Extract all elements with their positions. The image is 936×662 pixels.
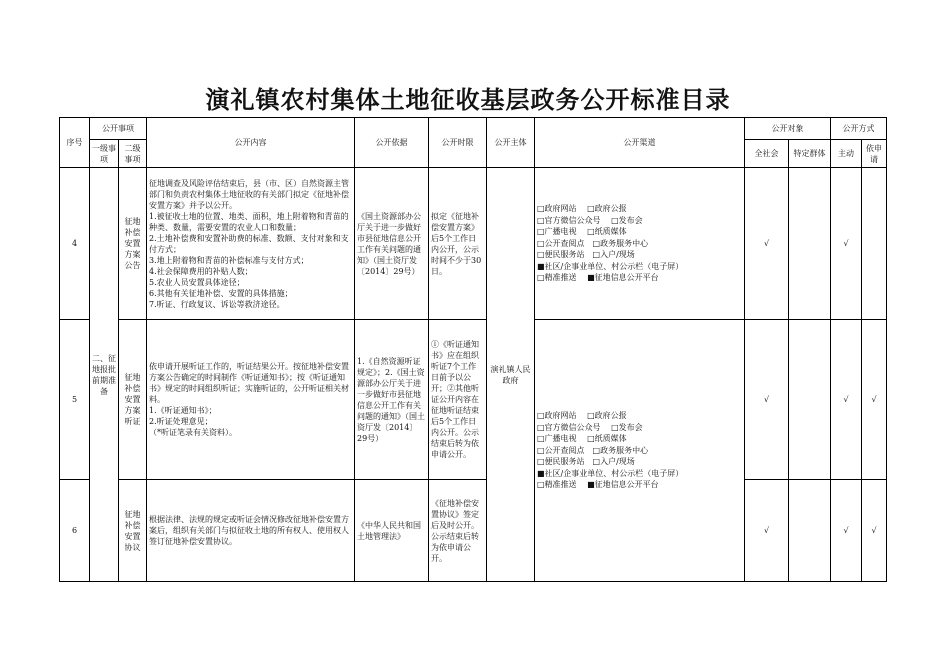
level1-item: 二、征地报批前期准备 bbox=[90, 168, 119, 582]
check-group bbox=[789, 480, 831, 582]
level2-item: 征地补偿安置方案公告 bbox=[119, 168, 147, 320]
check-society: √ bbox=[745, 320, 789, 480]
row-time: 《征地补偿安置协议》签定后及时公开。公示结束后转为依申请公开。 bbox=[429, 480, 487, 582]
check-active: √ bbox=[831, 480, 862, 582]
table-row bbox=[60, 320, 887, 480]
row-content: 征地调查及风险评估结束后，县（市、区）自然资源主管部门和负责农村集体土地征收的有关部门拟定《征地补偿安置方案》并予以公开。 1.被征收土地的位置、地类、面积，地上附着物和青苗的种类、数量，需要安置的农业人口和数量； 2.土地补偿费和安置补助费的标准、数额、支付对象和支付方式； 3.地上附着物和青苗的补偿标准与支付方式； 4.社会保障费用的补贴人数； 5.农业人员安置具体途径； 6.其他有关征地补偿、安置的具体措施； 7.听证、行政复议、诉讼等救济途径。 bbox=[147, 168, 355, 320]
check-society: √ bbox=[745, 168, 789, 320]
check-active: √ bbox=[831, 168, 862, 320]
channel-list: □政府网站 □政府公报 □官方微信公众号 □发布会 □广播电视 □纸质媒体 □公开查阅点 □政务服务中心 □便民服务站 □入户/现场 ■社区/企事业单位、村公示栏（电子屏） □精准推送 ■征地信息公开平台 bbox=[535, 168, 745, 320]
row-basis: 1.《自然资源听证规定》；2.《国土资源部办公厅关于进一步做好市县征地信息公开工作有关问题的通知》（国土资厅发〔2014〕29号） bbox=[355, 320, 429, 480]
row-time: ①《听证通知书》应在组织听证7个工作日前予以公开；②其他听证公开内容在征地听证结束后5个工作日内公开。公示结束后转为依申请公开。 bbox=[429, 320, 487, 480]
table-row bbox=[60, 480, 887, 582]
level2-item: 征地补偿安置方案听证 bbox=[119, 320, 147, 480]
row-basis: 《中华人民共和国土地管理法》 bbox=[355, 480, 429, 582]
header-content: 公开内容 bbox=[147, 118, 355, 168]
header-level2: 二级事项 bbox=[119, 140, 147, 168]
header-basis: 公开依据 bbox=[355, 118, 429, 168]
header-active: 主动 bbox=[831, 140, 862, 168]
header-request: 依申请 bbox=[862, 140, 887, 168]
header-method: 公开方式 bbox=[831, 118, 887, 140]
check-group bbox=[789, 320, 831, 480]
table-row bbox=[60, 168, 887, 320]
check-active: √ bbox=[831, 320, 862, 480]
header-time: 公开时限 bbox=[429, 118, 487, 168]
row-content: 依申请开展听证工作的，听证结果公开。按征地补偿安置方案公告确定的时间制作《听证通知书》；按《听证通知书》规定的时间组织听证；实施听证的，公开听证相关材料。 1.《听证通知书》； 2.听证处理意见； （*听证笔录有关资料）。 bbox=[147, 320, 355, 480]
row-time: 拟定《征地补偿安置方案》后5个工作日内公开，公示时间不少于30日。 bbox=[429, 168, 487, 320]
header-channel: 公开渠道 bbox=[535, 118, 745, 168]
row-seq: 4 bbox=[60, 168, 90, 320]
check-request: √ bbox=[862, 480, 887, 582]
header-seq: 序号 bbox=[60, 118, 90, 168]
check-society: √ bbox=[745, 480, 789, 582]
header-target: 公开对象 bbox=[745, 118, 831, 140]
check-group bbox=[789, 168, 831, 320]
header-item: 公开事项 bbox=[90, 118, 147, 140]
header-subject: 公开主体 bbox=[487, 118, 535, 168]
header-group: 特定群体 bbox=[789, 140, 831, 168]
subject-cell: 演礼镇人民政府 bbox=[487, 168, 535, 582]
level2-item: 征地补偿安置协议 bbox=[119, 480, 147, 582]
row-content: 根据法律、法规的规定或听证会情况修改征地补偿安置方案后，组织有关部门与拟征收土地的所有权人、使用权人签订征地补偿安置协议。 bbox=[147, 480, 355, 582]
page-title: 演礼镇农村集体土地征收基层政务公开标准目录 bbox=[205, 86, 731, 114]
row-seq: 6 bbox=[60, 480, 90, 582]
check-request: √ bbox=[862, 320, 887, 480]
header-level1: 一级事项 bbox=[90, 140, 119, 168]
row-seq: 5 bbox=[60, 320, 90, 480]
header-society: 全社会 bbox=[745, 140, 789, 168]
check-request bbox=[862, 168, 887, 320]
disclosure-table bbox=[59, 117, 887, 582]
channel-list: □政府网站 □政府公报 □官方微信公众号 □发布会 □广播电视 □纸质媒体 □公开查阅点 □政务服务中心 □便民服务站 □入户/现场 ■社区/企事业单位、村公示栏（电子屏） □精准推送 ■征地信息公开平台 bbox=[535, 320, 745, 582]
row-basis: 《国土资源部办公厅关于进一步做好市县征地信息公开工作有关问题的通知》（国土资厅发〔2014〕29号） bbox=[355, 168, 429, 320]
